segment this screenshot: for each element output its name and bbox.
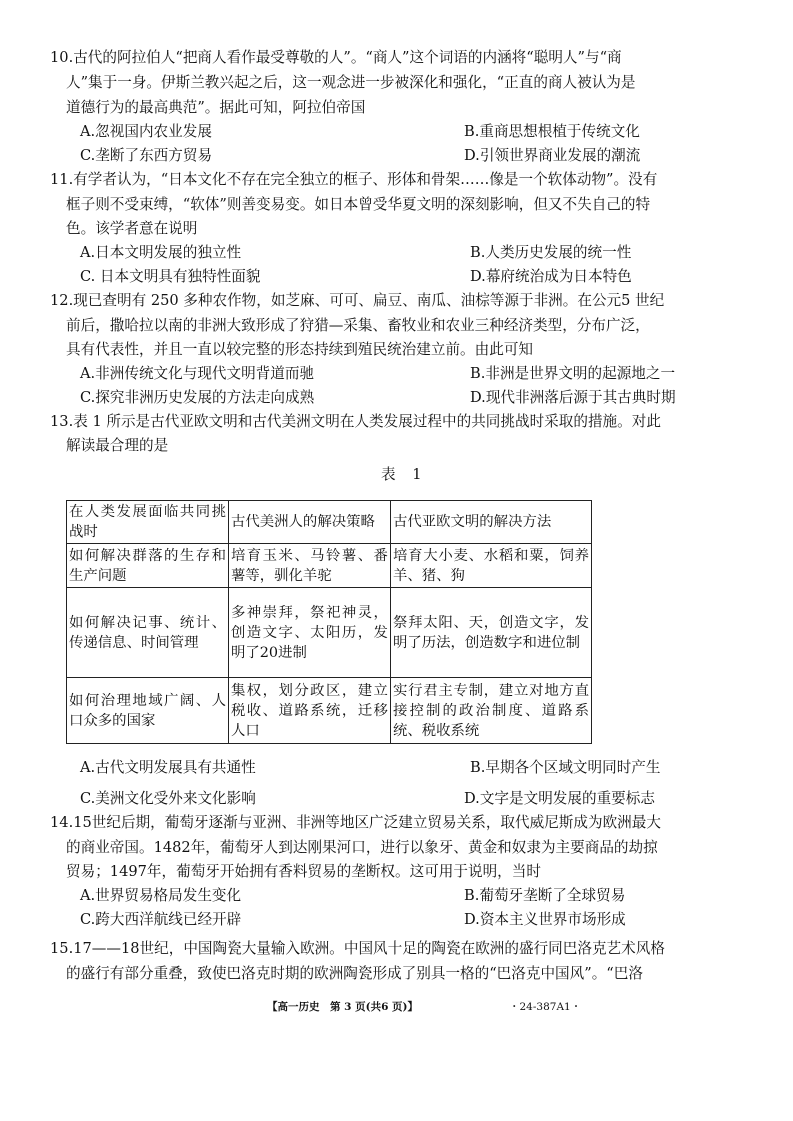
- table-cell: 如何治理地域广阔、人口众多的国家: [67, 678, 229, 744]
- q15-stem-line-1: 15.17——18世纪，中国陶瓷大量输入欧洲。中国风十足的陶瓷在欧洲的盛行同巴洛克艺术风格: [50, 940, 665, 957]
- table-caption: 表 1: [381, 466, 428, 483]
- q14-stem-line-2: 的商业帝国。1482年，葡萄牙人到达刚果河口，进行以象牙、黄金和奴隶为主要商品的劫掠: [66, 839, 658, 856]
- q11-stem-line-2: 框子则不受束缚，“软体”则善变易变。如日本曾受华夏文明的深刻影响，但又不失自己的特: [66, 196, 651, 213]
- q11-option-a: A.日本文明发展的独立性: [80, 244, 242, 261]
- q10-stem-line-2: 人”集于一身。伊斯兰教兴起之后，这一观念进一步被深化和强化，“正直的商人被认为是: [66, 74, 636, 91]
- table-header-cell: 古代美洲人的解决策略: [228, 501, 390, 544]
- q10-stem-line-1: 10.古代的阿拉伯人“把商人看作最受尊敬的人”。“商人”这个词语的内涵将“聪明人”与“商: [50, 49, 622, 66]
- q11-stem-line-3: 色。该学者意在说明: [66, 220, 198, 237]
- q13-stem-line-2: 解读最合理的是: [66, 437, 169, 454]
- page-footer-title: 【高一历史 第 3 页(共6 页)】: [267, 1001, 419, 1013]
- q14-option-d: D.资本主义世界市场形成: [464, 911, 626, 928]
- comparison-table: [66, 500, 592, 744]
- q12-stem-line-3: 具有代表性，并且一直以较完整的形态持续到殖民统治建立前。由此可知: [66, 341, 534, 358]
- q12-option-b: B.非洲是世界文明的起源地之一: [470, 365, 676, 382]
- table-header-cell: 古代亚欧文明的解决方法: [390, 501, 591, 544]
- q12-option-a: A.非洲传统文化与现代文明背道而驰: [80, 365, 315, 382]
- q11-stem-line-1: 11.有学者认为，“日本文化不存在完全独立的框子、形体和骨架……像是一个软体动物”。没有: [50, 171, 658, 188]
- q10-option-c: C.垄断了东西方贸易: [80, 147, 213, 164]
- q12-stem-line-1: 12.现已查明有 250 多种农作物，如芝麻、可可、扁豆、南瓜、油棕等源于非洲。在公元5 世纪: [50, 292, 665, 309]
- page-footer-code: ・24-387A1・: [509, 1001, 582, 1013]
- table-cell: 集权，划分政区，建立税收、道路系统，迁移人口: [228, 678, 390, 744]
- table-header-row: [67, 501, 592, 544]
- q13-option-d: D.文字是文明发展的重要标志: [464, 790, 655, 807]
- q12-option-d: D.现代非洲落后源于其古典时期: [470, 389, 676, 406]
- q14-option-b: B.葡萄牙垄断了全球贸易: [464, 887, 626, 904]
- table-cell: 如何解决群落的生存和生产问题: [67, 544, 229, 588]
- q11-option-c: C. 日本文明具有独特性面貌: [80, 268, 261, 285]
- q14-stem-line-3: 贸易；1497年，葡萄牙开始拥有香料贸易的垄断权。这可用于说明，当时: [66, 863, 541, 880]
- table-cell: 培育大小麦、水稻和粟，饲养羊、猪、狗: [390, 544, 591, 588]
- q14-option-c: C.跨大西洋航线已经开辟: [80, 911, 242, 928]
- q10-stem-line-3: 道德行为的最高典范”。据此可知，阿拉伯帝国: [66, 99, 366, 116]
- q10-option-b: B.重商思想根植于传统文化: [464, 123, 640, 140]
- table-cell: 如何解决记事、统计、传递信息、时间管理: [67, 588, 229, 678]
- q13-stem-line-1: 13.表 1 所示是古代亚欧文明和古代美洲文明在人类发展过程中的共同挑战时采取的措施。对此: [50, 413, 661, 430]
- table-cell: 实行君主专制，建立对地方直接控制的政治制度、道路系统、税收系统: [390, 678, 591, 744]
- table-row: [67, 678, 592, 744]
- table-cell: 祭拜太阳、天，创造文字，发明了历法，创造数字和进位制: [390, 588, 591, 678]
- q14-stem-line-1: 14.15世纪后期，葡萄牙逐渐与亚洲、非洲等地区广泛建立贸易关系，取代威尼斯成为欧洲最大: [50, 814, 661, 831]
- q10-option-a: A.忽视国内农业发展: [80, 123, 212, 140]
- q14-option-a: A.世界贸易格局发生变化: [80, 887, 242, 904]
- q11-option-d: D.幕府统治成为日本特色: [470, 268, 632, 285]
- q10-option-d: D.引领世界商业发展的潮流: [464, 147, 641, 164]
- q12-option-c: C.探究非洲历史发展的方法走向成熟: [80, 389, 315, 406]
- table-header-cell: 在人类发展面临共同挑战时: [67, 501, 229, 544]
- q13-option-c: C.美洲文化受外来文化影响: [80, 790, 256, 807]
- table-cell: 培育玉米、马铃薯、番薯等，驯化羊驼: [228, 544, 390, 588]
- q11-option-b: B.人类历史发展的统一性: [470, 244, 632, 261]
- q12-stem-line-2: 前后，撒哈拉以南的非洲大致形成了狩猎—采集、畜牧业和农业三种经济类型，分布广泛，: [66, 317, 650, 334]
- table-row: [67, 544, 592, 588]
- table-row: [67, 588, 592, 678]
- q15-stem-line-2: 的盛行有部分重叠，致使巴洛克时期的欧洲陶瓷形成了别具一格的“巴洛克中国风”。“巴洛: [66, 965, 643, 982]
- table-cell: 多神崇拜，祭祀神灵，创造文字、太阳历，发明了20进制: [228, 588, 390, 678]
- q13-option-b: B.早期各个区域文明同时产生: [470, 759, 661, 776]
- q13-option-a: A.古代文明发展具有共通性: [80, 759, 256, 776]
